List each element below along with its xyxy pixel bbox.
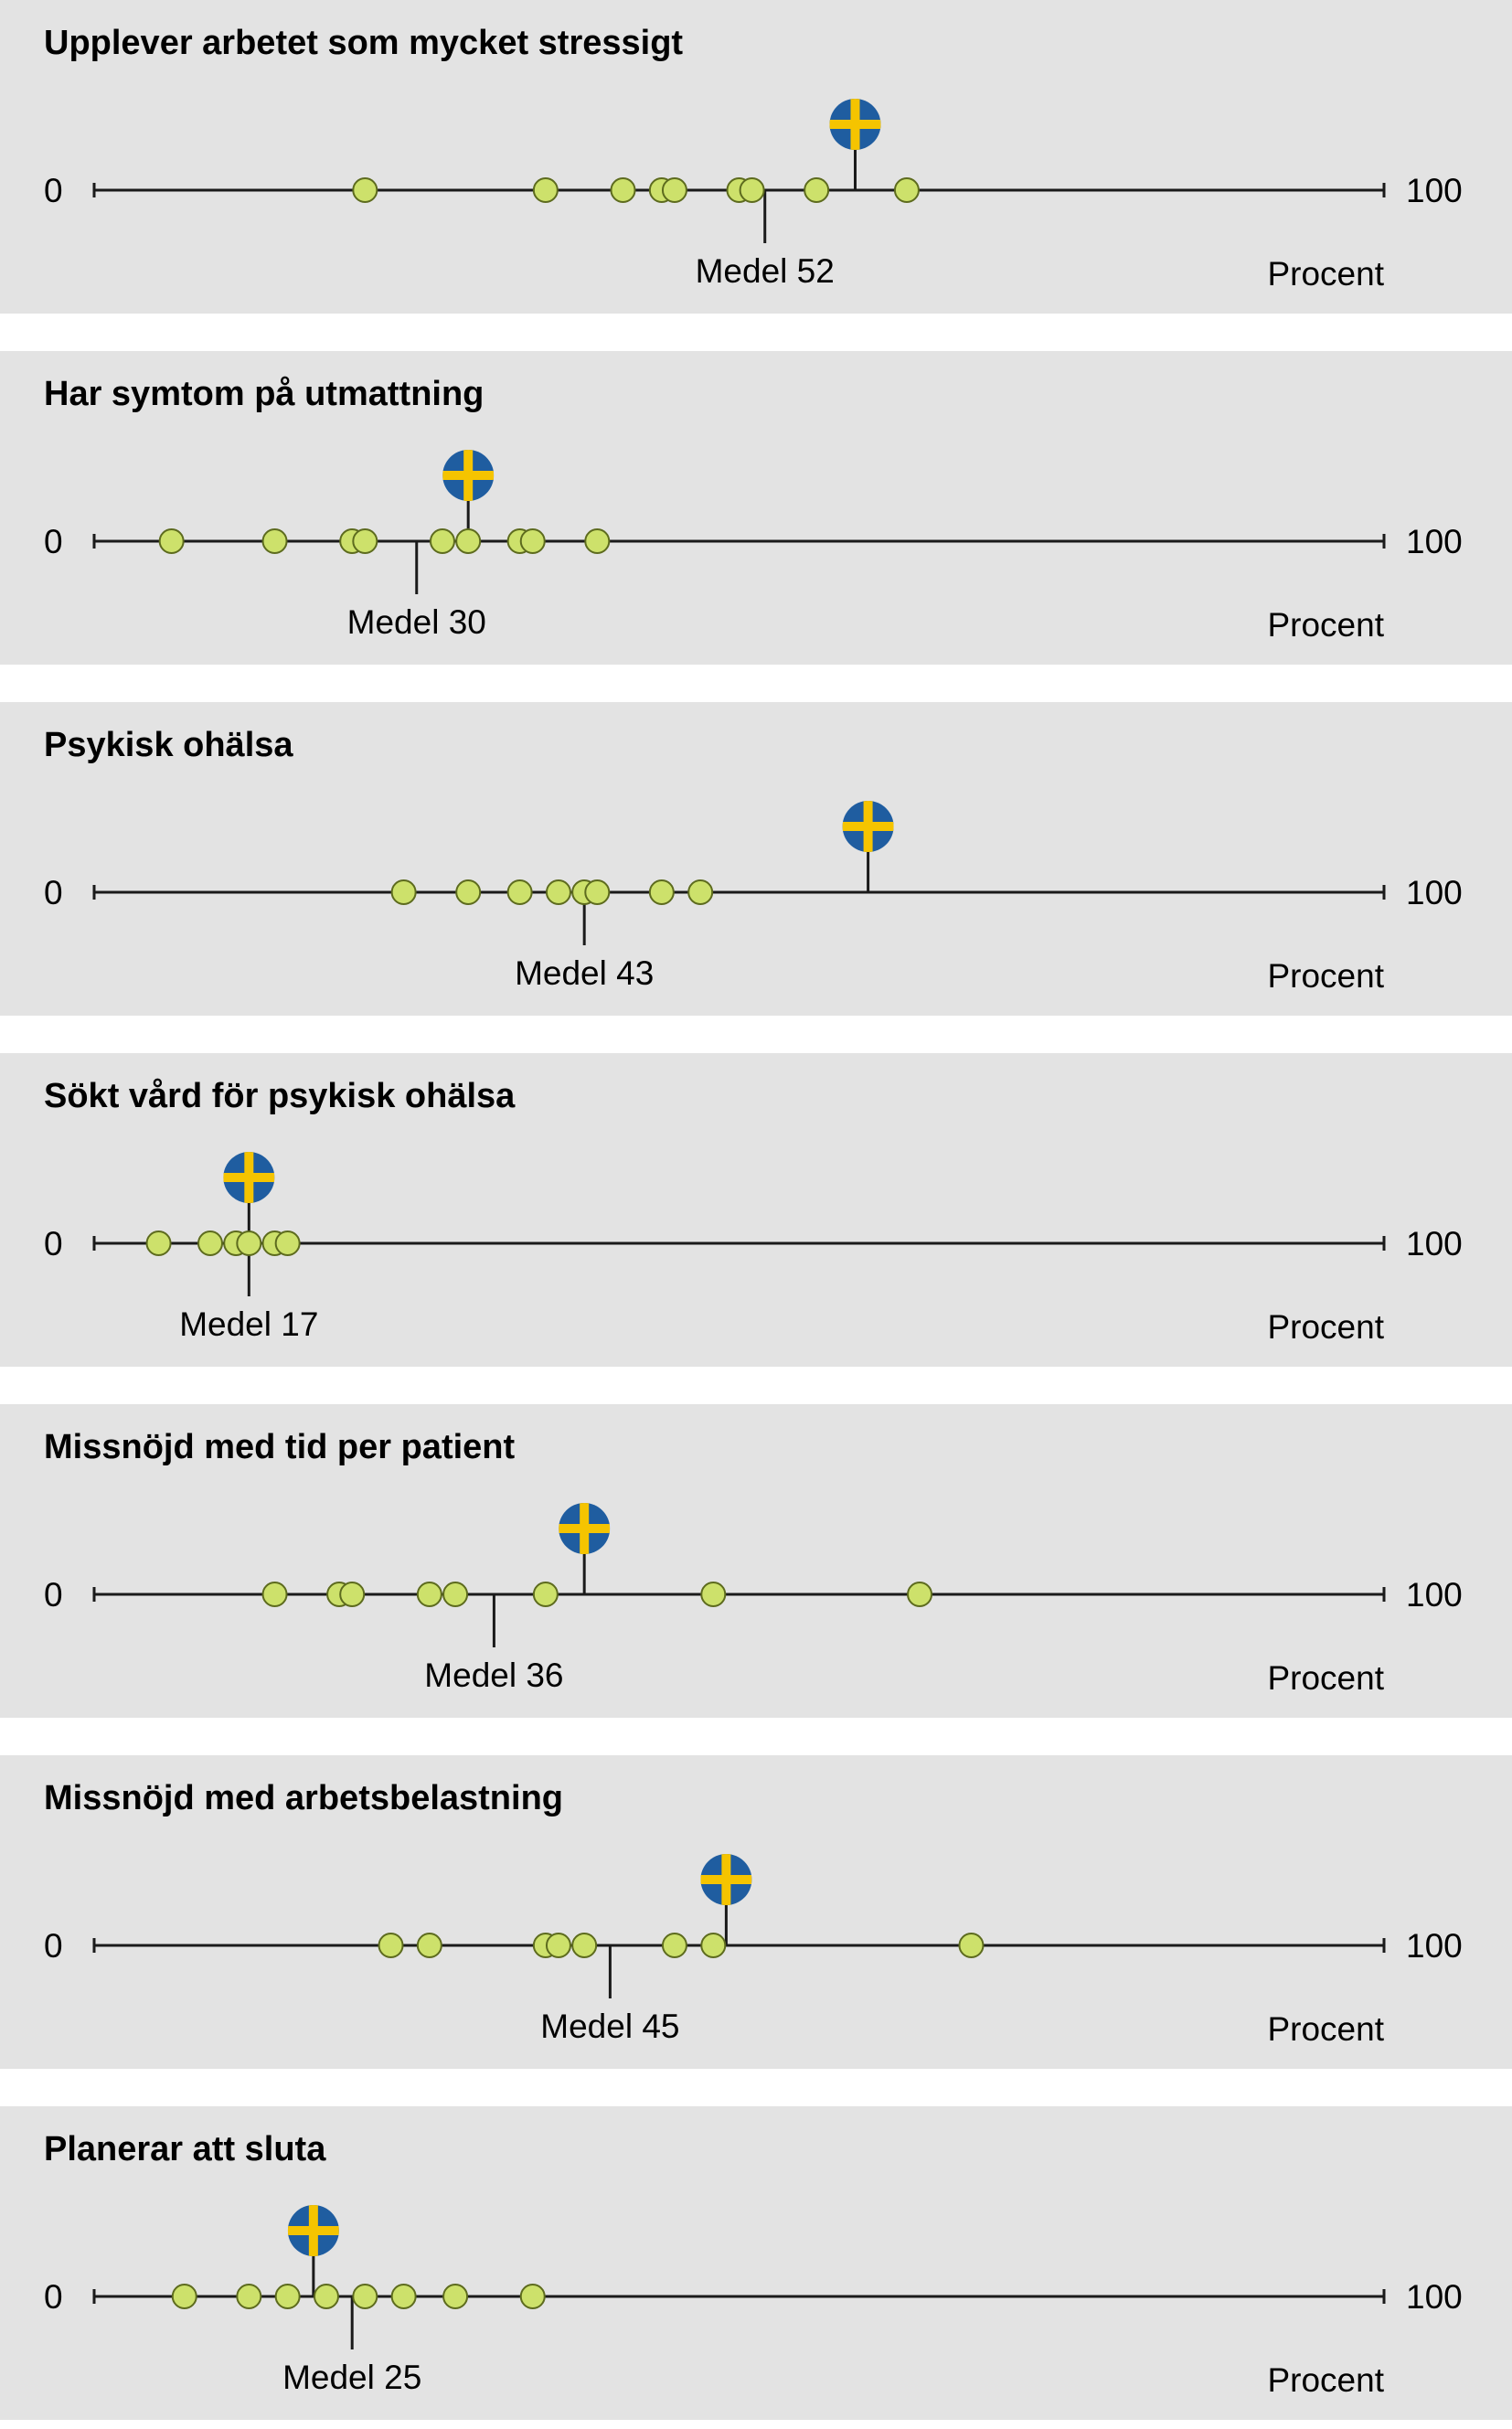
sweden-flag-icon xyxy=(223,1152,274,1203)
axis-max-label: 100 xyxy=(1406,1576,1463,1614)
data-point xyxy=(160,529,184,553)
axis-min-label: 0 xyxy=(44,172,63,209)
axis-max-label: 100 xyxy=(1406,1927,1463,1965)
unit-label: Procent xyxy=(1267,1659,1384,1697)
data-point xyxy=(392,880,416,904)
data-point xyxy=(314,2285,338,2308)
dot-plot-svg xyxy=(0,1053,1512,1367)
dot-plot-svg xyxy=(0,351,1512,665)
data-point xyxy=(959,1934,983,1957)
data-point xyxy=(340,1582,364,1606)
data-point xyxy=(173,2285,197,2308)
data-point xyxy=(443,1582,467,1606)
data-point xyxy=(237,1231,261,1255)
axis-max-label: 100 xyxy=(1406,2278,1463,2316)
data-point xyxy=(804,178,828,202)
sweden-flag-icon xyxy=(288,2205,339,2256)
axis-max-label: 100 xyxy=(1406,874,1463,911)
data-point xyxy=(276,1231,300,1255)
chart-panel xyxy=(0,0,1512,314)
data-point xyxy=(701,1934,725,1957)
axis-max-label: 100 xyxy=(1406,523,1463,560)
sweden-flag-icon xyxy=(843,801,894,852)
unit-label: Procent xyxy=(1267,2010,1384,2048)
data-point xyxy=(443,2285,467,2308)
data-point xyxy=(456,529,480,553)
data-point xyxy=(379,1934,403,1957)
panel-title: Missnöjd med tid per patient xyxy=(44,1428,516,1466)
sweden-flag-icon xyxy=(700,1854,751,1905)
data-point xyxy=(534,1582,558,1606)
data-point xyxy=(895,178,919,202)
chart-panel xyxy=(0,1755,1512,2069)
data-point xyxy=(263,1582,287,1606)
data-point xyxy=(740,178,764,202)
data-point xyxy=(198,1231,222,1255)
data-point xyxy=(418,1582,442,1606)
data-point xyxy=(353,2285,377,2308)
sweden-flag-icon xyxy=(559,1503,610,1554)
data-point xyxy=(650,880,674,904)
unit-label: Procent xyxy=(1267,2361,1384,2399)
dot-plot-svg xyxy=(0,1404,1512,1718)
data-point xyxy=(612,178,635,202)
axis-min-label: 0 xyxy=(44,2278,63,2316)
panel-title: Planerar att sluta xyxy=(44,2130,326,2168)
dot-plot-svg xyxy=(0,702,1512,1016)
mean-label: Medel 25 xyxy=(282,2359,422,2396)
chart-panel xyxy=(0,1404,1512,1718)
data-point xyxy=(147,1231,171,1255)
sweden-flag-icon xyxy=(442,450,494,501)
data-point xyxy=(237,2285,261,2308)
data-point xyxy=(353,529,377,553)
data-point xyxy=(534,178,558,202)
data-point xyxy=(585,880,609,904)
dot-plot-svg xyxy=(0,2106,1512,2420)
panel-title: Missnöjd med arbetsbelastning xyxy=(44,1779,563,1817)
axis-min-label: 0 xyxy=(44,523,63,560)
chart-panel xyxy=(0,702,1512,1016)
mean-label: Medel 45 xyxy=(540,2008,680,2045)
data-point xyxy=(521,2285,545,2308)
data-point xyxy=(701,1582,725,1606)
data-point xyxy=(663,178,687,202)
mean-label: Medel 17 xyxy=(179,1305,319,1343)
chart-panel xyxy=(0,351,1512,665)
unit-label: Procent xyxy=(1267,255,1384,293)
data-point xyxy=(508,880,532,904)
axis-max-label: 100 xyxy=(1406,1225,1463,1262)
axis-min-label: 0 xyxy=(44,1225,63,1262)
data-point xyxy=(547,1934,570,1957)
data-point xyxy=(353,178,377,202)
data-point xyxy=(418,1934,442,1957)
data-point xyxy=(572,1934,596,1957)
panel-title: Har symtom på utmattning xyxy=(44,375,484,413)
data-point xyxy=(547,880,570,904)
mean-label: Medel 43 xyxy=(515,954,655,992)
mean-label: Medel 30 xyxy=(346,603,486,641)
data-point xyxy=(276,2285,300,2308)
dot-plot-svg xyxy=(0,1755,1512,2069)
chart-panel xyxy=(0,2106,1512,2420)
data-point xyxy=(392,2285,416,2308)
data-point xyxy=(908,1582,932,1606)
sweden-flag-icon xyxy=(829,99,880,150)
axis-min-label: 0 xyxy=(44,1927,63,1965)
unit-label: Procent xyxy=(1267,1308,1384,1346)
data-point xyxy=(431,529,454,553)
data-point xyxy=(263,529,287,553)
unit-label: Procent xyxy=(1267,957,1384,995)
data-point xyxy=(688,880,712,904)
panel-title: Psykisk ohälsa xyxy=(44,726,293,764)
axis-max-label: 100 xyxy=(1406,172,1463,209)
dot-plot-svg xyxy=(0,0,1512,314)
data-point xyxy=(521,529,545,553)
chart-panel xyxy=(0,1053,1512,1367)
unit-label: Procent xyxy=(1267,606,1384,644)
panel-title: Sökt vård för psykisk ohälsa xyxy=(44,1077,516,1115)
mean-label: Medel 52 xyxy=(695,252,835,290)
axis-min-label: 0 xyxy=(44,1576,63,1614)
data-point xyxy=(585,529,609,553)
data-point xyxy=(456,880,480,904)
data-point xyxy=(663,1934,687,1957)
mean-label: Medel 36 xyxy=(424,1657,564,1694)
axis-min-label: 0 xyxy=(44,874,63,911)
panel-title: Upplever arbetet som mycket stressigt xyxy=(44,24,684,62)
